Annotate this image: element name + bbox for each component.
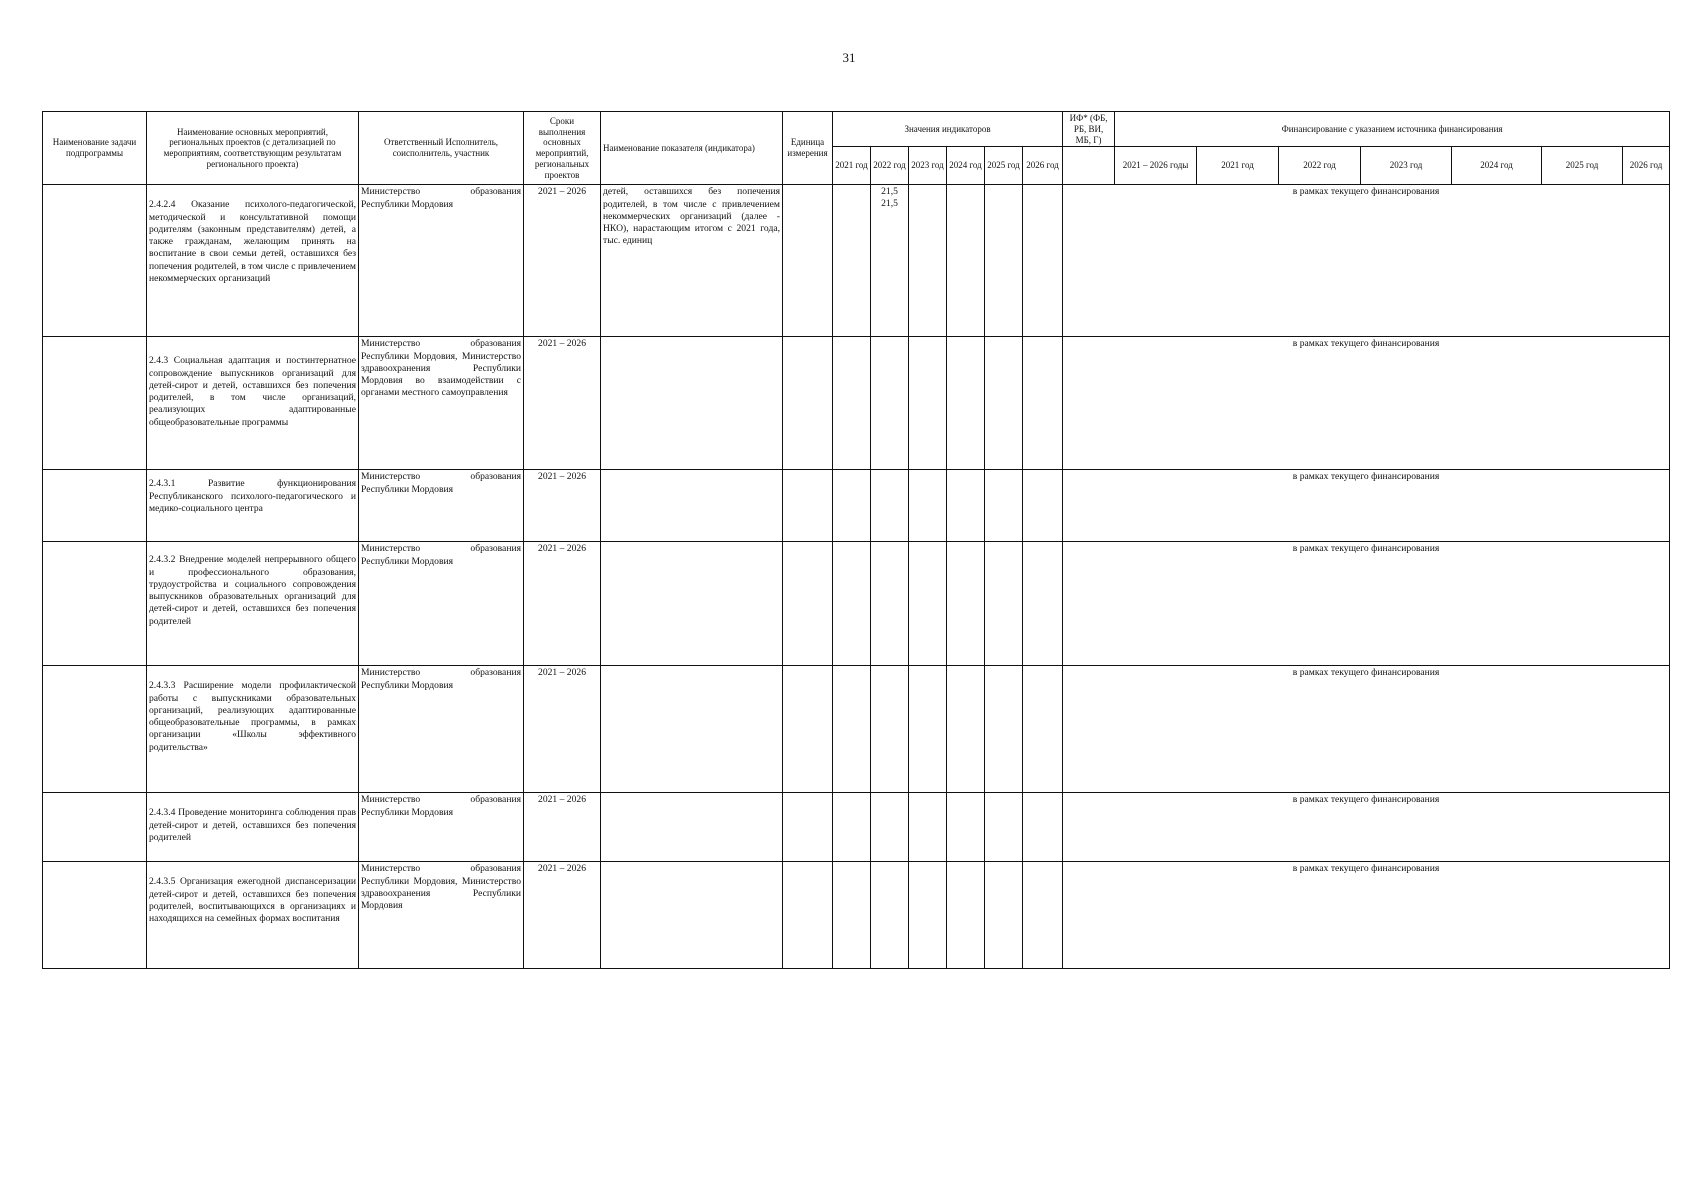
value-2023-cell	[909, 542, 947, 666]
value-2021-cell	[833, 337, 871, 470]
indicator-cell	[601, 337, 783, 470]
header-year-2026: 2026 год	[1023, 147, 1063, 185]
executor-cell: Министерство образования Республики Мордовия	[359, 542, 524, 666]
value-2025-cell	[985, 185, 1023, 337]
value-2024-cell	[947, 185, 985, 337]
value-2026-cell	[1023, 470, 1063, 542]
header-unit: Единица измерения	[783, 112, 833, 185]
page-number: 31	[842, 50, 856, 65]
value-2024-cell	[947, 862, 985, 969]
activity-cell: 2.4.3 Социальная адаптация и постинтернатное сопровождение выпускников организаций для детей-сирот и детей, оставшихся без попечения родителей, в том числе организаций, реализующих адаптированные общеобразовательные программы	[147, 337, 359, 470]
terms-cell: 2021 – 2026	[524, 666, 601, 793]
value-2022-cell	[871, 470, 909, 542]
unit-cell	[783, 862, 833, 969]
financing-cell: в рамках текущего финансирования	[1063, 337, 1670, 470]
value-2023-cell	[909, 470, 947, 542]
header-fin-2021: 2021 год	[1197, 147, 1279, 185]
executor-cell: Министерство образования Республики Мордовия	[359, 470, 524, 542]
value-2026-cell	[1023, 793, 1063, 862]
task-cell	[43, 542, 147, 666]
header-row-1	[43, 112, 1670, 147]
financing-cell: в рамках текущего финансирования	[1063, 862, 1670, 969]
activity-cell: 2.4.3.3 Расширение модели профилактической работы с выпускниками образовательных организаций, реализующих адаптированные общеобразовательные программы, в рамках организации «Школы эффективного родительства»	[147, 666, 359, 793]
value-2021-cell	[833, 793, 871, 862]
value-2025-cell	[985, 793, 1023, 862]
value-2022-cell	[871, 666, 909, 793]
value-2022-cell	[871, 542, 909, 666]
header-executor: Ответственный Исполнитель, соисполнитель, участник	[359, 112, 524, 185]
value-2026-cell	[1023, 542, 1063, 666]
indicator-cell: детей, оставшихся без попечения родителей, в том числе с привлечением некоммерческих организаций (далее - НКО), нарастающим итогом с 2021 года, тыс. единиц	[601, 185, 783, 337]
header-year-2022: 2022 год	[871, 147, 909, 185]
value-2022-cell	[871, 185, 909, 337]
task-cell	[43, 862, 147, 969]
indicator-cell	[601, 862, 783, 969]
activity-cell: 2.4.2.4 Оказание психолого-педагогической, методической и консультативной помощи родителям (законным представителям) детей, а также гражданам, желающим принять на воспитание в свои семьи детей, оставшихся без попечения родителей, в том числе с привлечением некоммерческих организаций	[147, 185, 359, 337]
indicator-cell	[601, 793, 783, 862]
header-year-2023: 2023 год	[909, 147, 947, 185]
value-2024-cell	[947, 793, 985, 862]
table-row	[43, 185, 1670, 337]
terms-cell: 2021 – 2026	[524, 862, 601, 969]
activity-cell: 2.4.3.1 Развитие функционирования Республиканского психолого-педагогического и медико-социального центра	[147, 470, 359, 542]
header-terms: Сроки выполнения основных мероприятий, региональных проектов	[524, 112, 601, 185]
header-year-2021: 2021 год	[833, 147, 871, 185]
task-cell	[43, 470, 147, 542]
activity-cell: 2.4.3.4 Проведение мониторинга соблюдения прав детей-сирот и детей, оставшихся без попечения родителей	[147, 793, 359, 862]
task-cell	[43, 185, 147, 337]
value-2024-cell	[947, 666, 985, 793]
table-row	[43, 862, 1670, 969]
header-year-2024: 2024 год	[947, 147, 985, 185]
value-2021-cell	[833, 862, 871, 969]
value-2022-cell	[871, 862, 909, 969]
value-2026-cell	[1023, 666, 1063, 793]
header-source: ИФ* (ФБ, РБ, ВИ, МБ, Г)	[1063, 112, 1115, 147]
value-2025-cell	[985, 542, 1023, 666]
indicator-cell	[601, 666, 783, 793]
value-2025-cell	[985, 337, 1023, 470]
executor-cell: Министерство образования Республики Мордовия	[359, 185, 524, 337]
header-fin-2022: 2022 год	[1279, 147, 1361, 185]
value-2023-cell	[909, 793, 947, 862]
table-row	[43, 470, 1670, 542]
value-2022-b: 21,5	[881, 197, 898, 209]
header-financing: Финансирование с указанием источника финансирования	[1115, 112, 1670, 147]
header-task: Наименование задачи подпрограммы	[43, 112, 147, 185]
indicator-cell	[601, 470, 783, 542]
value-2026-cell	[1023, 185, 1063, 337]
value-2021-cell	[833, 666, 871, 793]
header-fin-2024: 2024 год	[1452, 147, 1542, 185]
executor-cell: Министерство образования Республики Мордовия, Министерство здравоохранения Республики Мордовия во взаимодействии с органами местного самоуправления	[359, 337, 524, 470]
executor-cell: Министерство образования Республики Мордовия	[359, 666, 524, 793]
activity-cell: 2.4.3.2 Внедрение моделей непрерывного общего и профессионального образования, трудоустройства и социального сопровождения выпускников образовательных организаций для детей-сирот и детей, оставшихся без попечения родителей	[147, 542, 359, 666]
unit-cell	[783, 337, 833, 470]
table-row	[43, 666, 1670, 793]
value-2021-cell	[833, 185, 871, 337]
unit-cell	[783, 793, 833, 862]
header-source-blank	[1063, 147, 1115, 185]
header-fin-2025: 2025 год	[1542, 147, 1623, 185]
task-cell	[43, 337, 147, 470]
terms-cell: 2021 – 2026	[524, 470, 601, 542]
header-indicator-name: Наименование показателя (индикатора)	[601, 112, 783, 185]
value-2024-cell	[947, 470, 985, 542]
financing-cell: в рамках текущего финансирования	[1063, 542, 1670, 666]
unit-cell	[783, 470, 833, 542]
table-row	[43, 793, 1670, 862]
header-year-2025: 2025 год	[985, 147, 1023, 185]
financing-cell: в рамках текущего финансирования	[1063, 470, 1670, 542]
task-cell	[43, 666, 147, 793]
executor-cell: Министерство образования Республики Мордовия	[359, 793, 524, 862]
value-2022-a: 21,5	[881, 186, 898, 198]
value-2022-cell	[871, 337, 909, 470]
financing-cell: в рамках текущего финансирования	[1063, 185, 1670, 337]
value-2022-cell	[871, 793, 909, 862]
value-2023-cell	[909, 666, 947, 793]
value-2021-cell	[833, 470, 871, 542]
terms-cell: 2021 – 2026	[524, 185, 601, 337]
value-2025-cell	[985, 862, 1023, 969]
value-2024-cell	[947, 337, 985, 470]
value-2026-cell	[1023, 337, 1063, 470]
executor-cell: Министерство образования Республики Мордовия, Министерство здравоохранения Республики Мордовия	[359, 862, 524, 969]
value-2024-cell	[947, 542, 985, 666]
value-2023-cell	[909, 337, 947, 470]
financing-cell: в рамках текущего финансирования	[1063, 666, 1670, 793]
terms-cell: 2021 – 2026	[524, 542, 601, 666]
unit-cell	[783, 542, 833, 666]
activity-cell: 2.4.3.5 Организация ежегодной диспансеризации детей-сирот и детей, оставшихся без попечения родителей, воспитывающихся в организациях и находящихся на семейных формах воспитания	[147, 862, 359, 969]
header-fin-total: 2021 – 2026 годы	[1115, 147, 1197, 185]
indicator-cell	[601, 542, 783, 666]
value-2025-cell	[985, 470, 1023, 542]
terms-cell: 2021 – 2026	[524, 337, 601, 470]
unit-cell	[783, 185, 833, 337]
value-2025-cell	[985, 666, 1023, 793]
header-indicator-values: Значения индикаторов	[833, 112, 1063, 147]
header-fin-2026: 2026 год	[1623, 147, 1670, 185]
value-2023-cell	[909, 185, 947, 337]
financing-cell: в рамках текущего финансирования	[1063, 793, 1670, 862]
unit-cell	[783, 666, 833, 793]
task-cell	[43, 793, 147, 862]
value-2021-cell	[833, 542, 871, 666]
program-table	[42, 111, 1670, 969]
header-activity: Наименование основных мероприятий, региональных проектов (с детализацией по мероприятиям, соответствующим результатам регионального проекта)	[147, 112, 359, 185]
value-2026-cell	[1023, 862, 1063, 969]
terms-cell: 2021 – 2026	[524, 793, 601, 862]
value-2023-cell	[909, 862, 947, 969]
table-row	[43, 337, 1670, 470]
header-fin-2023: 2023 год	[1361, 147, 1452, 185]
table-row	[43, 542, 1670, 666]
